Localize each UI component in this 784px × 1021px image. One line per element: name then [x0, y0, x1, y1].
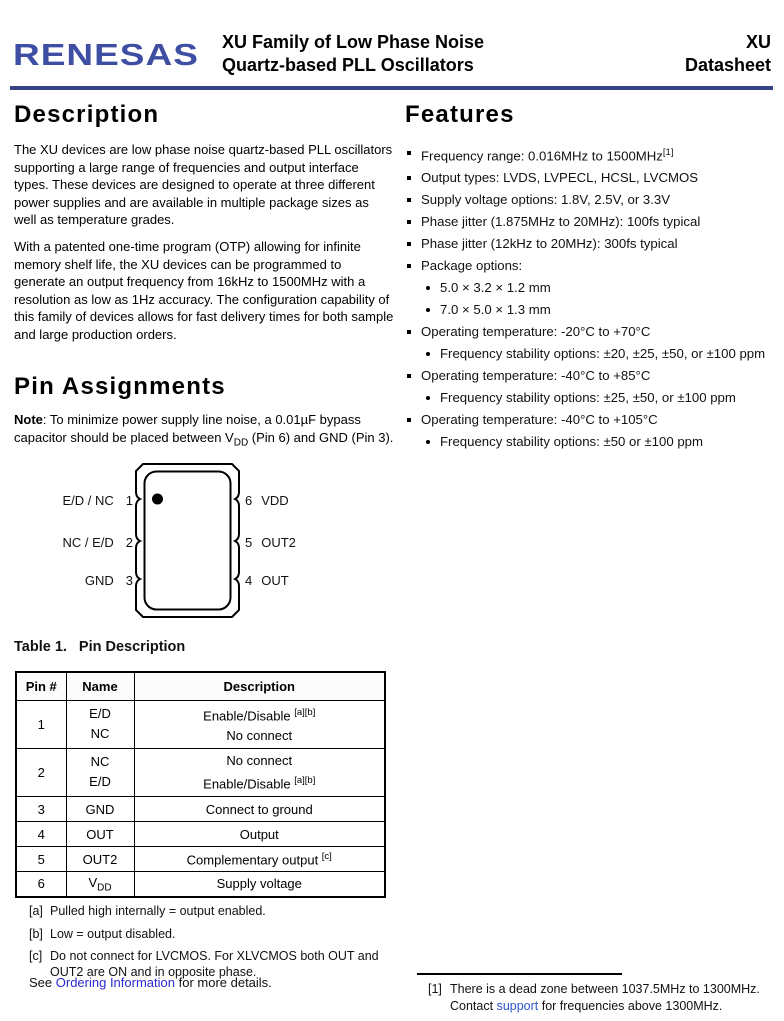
pin-number-cell: 1: [16, 700, 66, 748]
pin-name-cell: OUT2: [66, 847, 134, 872]
feature-subtext: Frequency stability options: ±25, ±50, or ±100 ppm: [440, 390, 736, 406]
pin-name: NC / E/D: [62, 535, 114, 550]
pin-name-cell: [66, 748, 134, 796]
description-heading: Description: [14, 101, 160, 128]
dot-bullet-icon: [426, 308, 430, 312]
pin-label-4: [245, 573, 289, 588]
footnote-label: [a]: [29, 904, 43, 918]
footnote-ref: [a][b]: [294, 706, 316, 718]
pin-name-line: NC: [90, 754, 110, 770]
square-bullet-icon: [407, 151, 411, 155]
footnote-ref: [1]: [662, 147, 674, 158]
features-list: [405, 142, 777, 453]
pin-label-1: [14, 493, 133, 508]
document-type: [685, 31, 771, 77]
document-title: [222, 31, 484, 77]
feature-item: [405, 233, 777, 255]
support-link[interactable]: support: [496, 998, 539, 1013]
feature-text: Operating temperature: -20°C to +70°C: [421, 324, 651, 340]
table-row: [16, 847, 385, 872]
feature-text: Output types: LVDS, LVPECL, HCSL, LVCMOS: [421, 170, 699, 186]
footnote-a: [29, 903, 389, 919]
column-header-description: Description: [134, 672, 385, 700]
feature-item: [405, 167, 777, 189]
table-caption-title: Pin Description: [78, 639, 186, 655]
feature-text: Operating temperature: -40°C to +105°C: [421, 412, 658, 428]
footnote-line2-prefix: Contact: [450, 998, 497, 1013]
table-row: [16, 748, 385, 796]
pin-name: OUT: [261, 573, 289, 588]
table-header-row: [16, 672, 385, 700]
dot-bullet-icon: [426, 286, 430, 290]
pin-description-cell: [134, 748, 385, 796]
see-more-line: [29, 975, 272, 990]
column-header-name: Name: [66, 672, 134, 700]
ordering-information-link[interactable]: Ordering Information: [55, 975, 175, 990]
pin-name-main: V: [88, 874, 98, 890]
description-text: Enable/Disable: [203, 707, 295, 723]
pin-name-line: E/D: [89, 774, 111, 790]
note-text-2: (Pin 6) and GND (Pin 3).: [248, 429, 394, 445]
pin-number: 2: [125, 535, 133, 550]
square-bullet-icon: [407, 198, 411, 202]
feature-item: [405, 211, 777, 233]
feature-text: Phase jitter (1.875MHz to 20MHz): 100fs typical: [421, 214, 701, 230]
table-caption-label: Table 1.: [14, 639, 67, 655]
description-text: No connect: [226, 752, 293, 768]
feature-text: Operating temperature: -40°C to +85°C: [421, 368, 651, 384]
pin1-indicator-dot: [152, 494, 163, 505]
feature-item: [405, 365, 777, 387]
footnote-label: [b]: [29, 926, 43, 941]
footnote-line2-suffix: for frequencies above 1300MHz.: [538, 998, 723, 1013]
pin-number-cell: 2: [16, 748, 66, 796]
footnote-ref: [c]: [321, 850, 332, 862]
pin-name-line: NC: [90, 726, 110, 742]
see-more-prefix: See: [29, 975, 56, 990]
pin-name: E/D / NC: [62, 493, 114, 508]
description-text: Enable/Disable: [203, 776, 295, 792]
package-inner-outline: [145, 472, 231, 610]
description-paragraph-2: With a patented one-time program (OTP) allowing for infinite memory shelf life, the XU devices can be programmed to generate an output frequency from 16kHz to 1500MHz with a resolution as low as 1Hz accuracy. The configuration capability of this family of devices allows for fast delivery times for both sample and large production orders.: [14, 239, 394, 342]
feature-subitem: [405, 387, 777, 409]
footnote-label: [c]: [29, 949, 43, 963]
feature-text: Supply voltage options: 1.8V, 2.5V, or 3.3V: [421, 192, 671, 208]
footnote-1: [428, 981, 773, 1014]
table-caption: [14, 639, 185, 655]
pin-label-5: [245, 535, 296, 550]
description-paragraph-1: The XU devices are low phase noise quartz-based PLL oscillators supporting a large range of frequencies and output interface types. These devices are designed to operate at three different power supplies and are available in multiple package sizes as well as temperature grades.: [14, 142, 393, 227]
pin-label-3: [14, 573, 133, 588]
pin-description-cell: [134, 847, 385, 872]
footnote-text: [450, 981, 760, 1014]
note-label: Note: [14, 412, 43, 427]
pin-name-cell: [66, 700, 134, 748]
pin-name-cell: GND: [66, 797, 134, 822]
pin-label-6: [245, 493, 289, 508]
pin-number: 4: [245, 573, 253, 588]
pin-number-cell: 3: [16, 797, 66, 822]
footnote-b: [29, 926, 389, 942]
pin-description-table: [15, 671, 386, 898]
pin-number: 1: [125, 493, 133, 508]
feature-text: Package options:: [421, 258, 523, 274]
dot-bullet-icon: [426, 396, 430, 400]
pin-name-cell: [66, 872, 134, 897]
pin-number-cell: 6: [16, 872, 66, 897]
footnote-text: Low = output disabled.: [50, 926, 176, 941]
pin-assignments-note: [14, 411, 394, 452]
footnote-text: Do not connect for LVCMOS. For XLVCMOS both OUT and OUT2 are ON and in opposite phase.: [50, 949, 379, 979]
square-bullet-icon: [407, 418, 411, 422]
feature-item: [405, 255, 777, 277]
pin-name-cell: OUT: [66, 822, 134, 847]
square-bullet-icon: [407, 374, 411, 378]
pin-number-cell: 4: [16, 822, 66, 847]
feature-subitem: [405, 299, 777, 321]
feature-item: [405, 142, 777, 167]
feature-text: Phase jitter (12kHz to 20MHz): 300fs typical: [421, 236, 678, 252]
pin-number: 5: [245, 535, 253, 550]
feature-subtext: Frequency stability options: ±50 or ±100 ppm: [440, 434, 703, 450]
table-row: [16, 797, 385, 822]
table-row: [16, 872, 385, 897]
pin-number-cell: 5: [16, 847, 66, 872]
description-text: No connect: [226, 727, 293, 743]
dot-bullet-icon: [426, 440, 430, 444]
pin-description-cell: Output: [134, 822, 385, 847]
footnote-text: Pulled high internally = output enabled.: [50, 904, 266, 918]
features-heading: Features: [405, 101, 515, 128]
pin-name: VDD: [261, 493, 289, 508]
feature-item: [405, 409, 777, 431]
feature-subtext: 5.0 × 3.2 × 1.2 mm: [440, 280, 551, 296]
square-bullet-icon: [407, 242, 411, 246]
pin-description-cell: [134, 700, 385, 748]
footnote-ref: [a][b]: [294, 774, 316, 786]
feature-item: [405, 189, 777, 211]
table-footnotes: [29, 903, 389, 987]
pin-name-line: E/D: [89, 706, 111, 722]
square-bullet-icon: [407, 176, 411, 180]
feature-subitem: [405, 431, 777, 453]
pin-assignments-heading: Pin Assignments: [14, 373, 226, 400]
datasheet-label: Datasheet: [684, 55, 771, 75]
part-family-label: XU: [745, 32, 771, 52]
pin-number: 3: [125, 573, 133, 588]
document-title-line1: XU Family of Low Phase Noise: [222, 32, 485, 52]
feature-subitem: [405, 277, 777, 299]
table-row: [16, 822, 385, 847]
package-outer-outline: [136, 464, 239, 617]
description-text: Complementary output: [186, 852, 322, 868]
feature-subtext: 7.0 × 5.0 × 1.3 mm: [440, 302, 551, 318]
table-row: [16, 700, 385, 748]
pin-name-subscript: DD: [97, 882, 112, 894]
vdd-subscript: DD: [233, 437, 249, 449]
feature-item: [405, 321, 777, 343]
see-more-suffix: for more details.: [174, 975, 272, 990]
pin-name: GND: [84, 573, 114, 588]
document-title-line2: Quartz-based PLL Oscillators: [222, 55, 474, 75]
pin-description-cell: Connect to ground: [134, 797, 385, 822]
square-bullet-icon: [407, 220, 411, 224]
square-bullet-icon: [407, 330, 411, 334]
footnote-label: [1]: [428, 982, 442, 996]
pin-number: 6: [245, 493, 253, 508]
pin-description-cell: Supply voltage: [134, 872, 385, 897]
feature-subitem: [405, 343, 777, 365]
package-outline-drawing: [134, 462, 241, 619]
footnote-divider: [417, 973, 622, 975]
dot-bullet-icon: [426, 352, 430, 356]
pin-label-2: [14, 535, 133, 550]
square-bullet-icon: [407, 264, 411, 268]
header-divider: [10, 86, 773, 90]
column-header-pin: Pin #: [16, 672, 66, 700]
feature-text: Frequency range: 0.016MHz to 1500MHz: [421, 148, 663, 164]
pin-name: OUT2: [261, 535, 296, 550]
feature-subtext: Frequency stability options: ±20, ±25, ±50, or ±100 ppm: [440, 346, 766, 362]
footnote-line1: There is a dead zone between 1037.5MHz to 1300MHz.: [450, 982, 760, 996]
note-text-1: : To minimize power supply line noise, a 0.01µF bypass capacitor should be placed between V: [14, 412, 361, 445]
renesas-logo: RENESAS: [13, 38, 199, 72]
